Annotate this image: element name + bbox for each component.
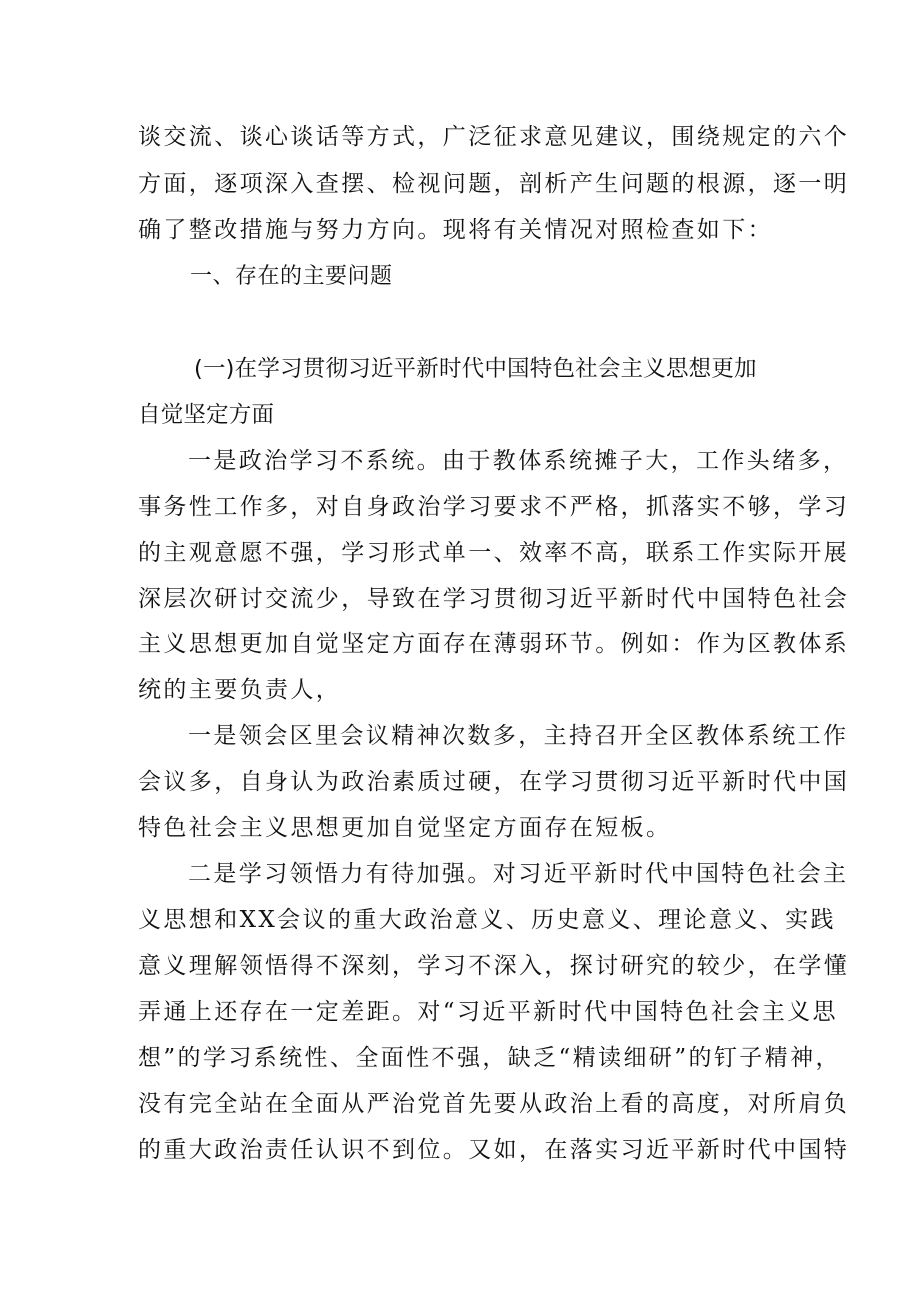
paragraph1-line-5: 主义思想更加自觉坚定方面存在薄弱环节。例如：作为区教体系 — [138, 631, 850, 657]
subsection-heading-line-1: (一)在学习贯彻习近平新时代中国特色社会主义思想更加 — [194, 356, 757, 382]
paragraph2-line-3: 特色社会主义思想更加自觉坚定方面存在短板。 — [138, 815, 672, 841]
intro-line-1: 谈交流、谈心谈话等方式，广泛征求意见建议，围绕规定的六个 — [138, 124, 850, 150]
paragraph1-line-1: 一是政治学习不系统。由于教体系统摊子大，工作头绪多， — [188, 448, 849, 474]
paragraph3-line-7: 的重大政治责任认识不到位。又如，在落实习近平新时代中国特 — [138, 1137, 850, 1163]
paragraph3-line-1: 二是学习领悟力有待加强。对习近平新时代中国特色社会主 — [188, 861, 849, 887]
paragraph2-line-2: 会议多，自身认为政治素质过硬，在学习贯彻习近平新时代中国 — [138, 769, 850, 795]
subsection-heading-line-2: 自觉坚定方面 — [138, 402, 275, 428]
paragraph1-line-6: 统的主要负责人， — [138, 677, 342, 703]
paragraph3-line-3: 意义理解领悟得不深刻，学习不深入，探讨研究的较少，在学懂 — [138, 953, 850, 979]
section-heading: 一、存在的主要问题 — [190, 264, 393, 289]
paragraph1-line-4: 深层次研讨交流少，导致在学习贯彻习近平新时代中国特色社会 — [138, 586, 850, 612]
paragraph3-line-2: 义思想和XX会议的重大政治意义、历史意义、理论意义、实践 — [138, 907, 836, 933]
intro-line-2: 方面，逐项深入查摆、检视问题，剖析产生问题的根源，逐一明 — [138, 171, 850, 197]
paragraph3-line-6: 没有完全站在全面从严治党首先要从政治上看的高度，对所肩负 — [138, 1091, 850, 1117]
paragraph2-line-1: 一是领会区里会议精神次数多，主持召开全区教体系统工作 — [188, 723, 849, 749]
paragraph3-line-5: 想”的学习系统性、全面性不强，缺乏“精读细研”的钉子精神， — [138, 1045, 841, 1071]
paragraph3-line-4: 弄通上还存在一定差距。对“习近平新时代中国特色社会主义思 — [138, 999, 838, 1025]
paragraph1-line-3: 的主观意愿不强，学习形式单一、效率不高，联系工作实际开展 — [138, 540, 850, 566]
intro-line-3: 确了整改措施与努力方向。现将有关情况对照检查如下： — [138, 217, 773, 243]
paragraph1-line-2: 事务性工作多，对自身政治学习要求不严格，抓落实不够，学习 — [138, 494, 850, 520]
